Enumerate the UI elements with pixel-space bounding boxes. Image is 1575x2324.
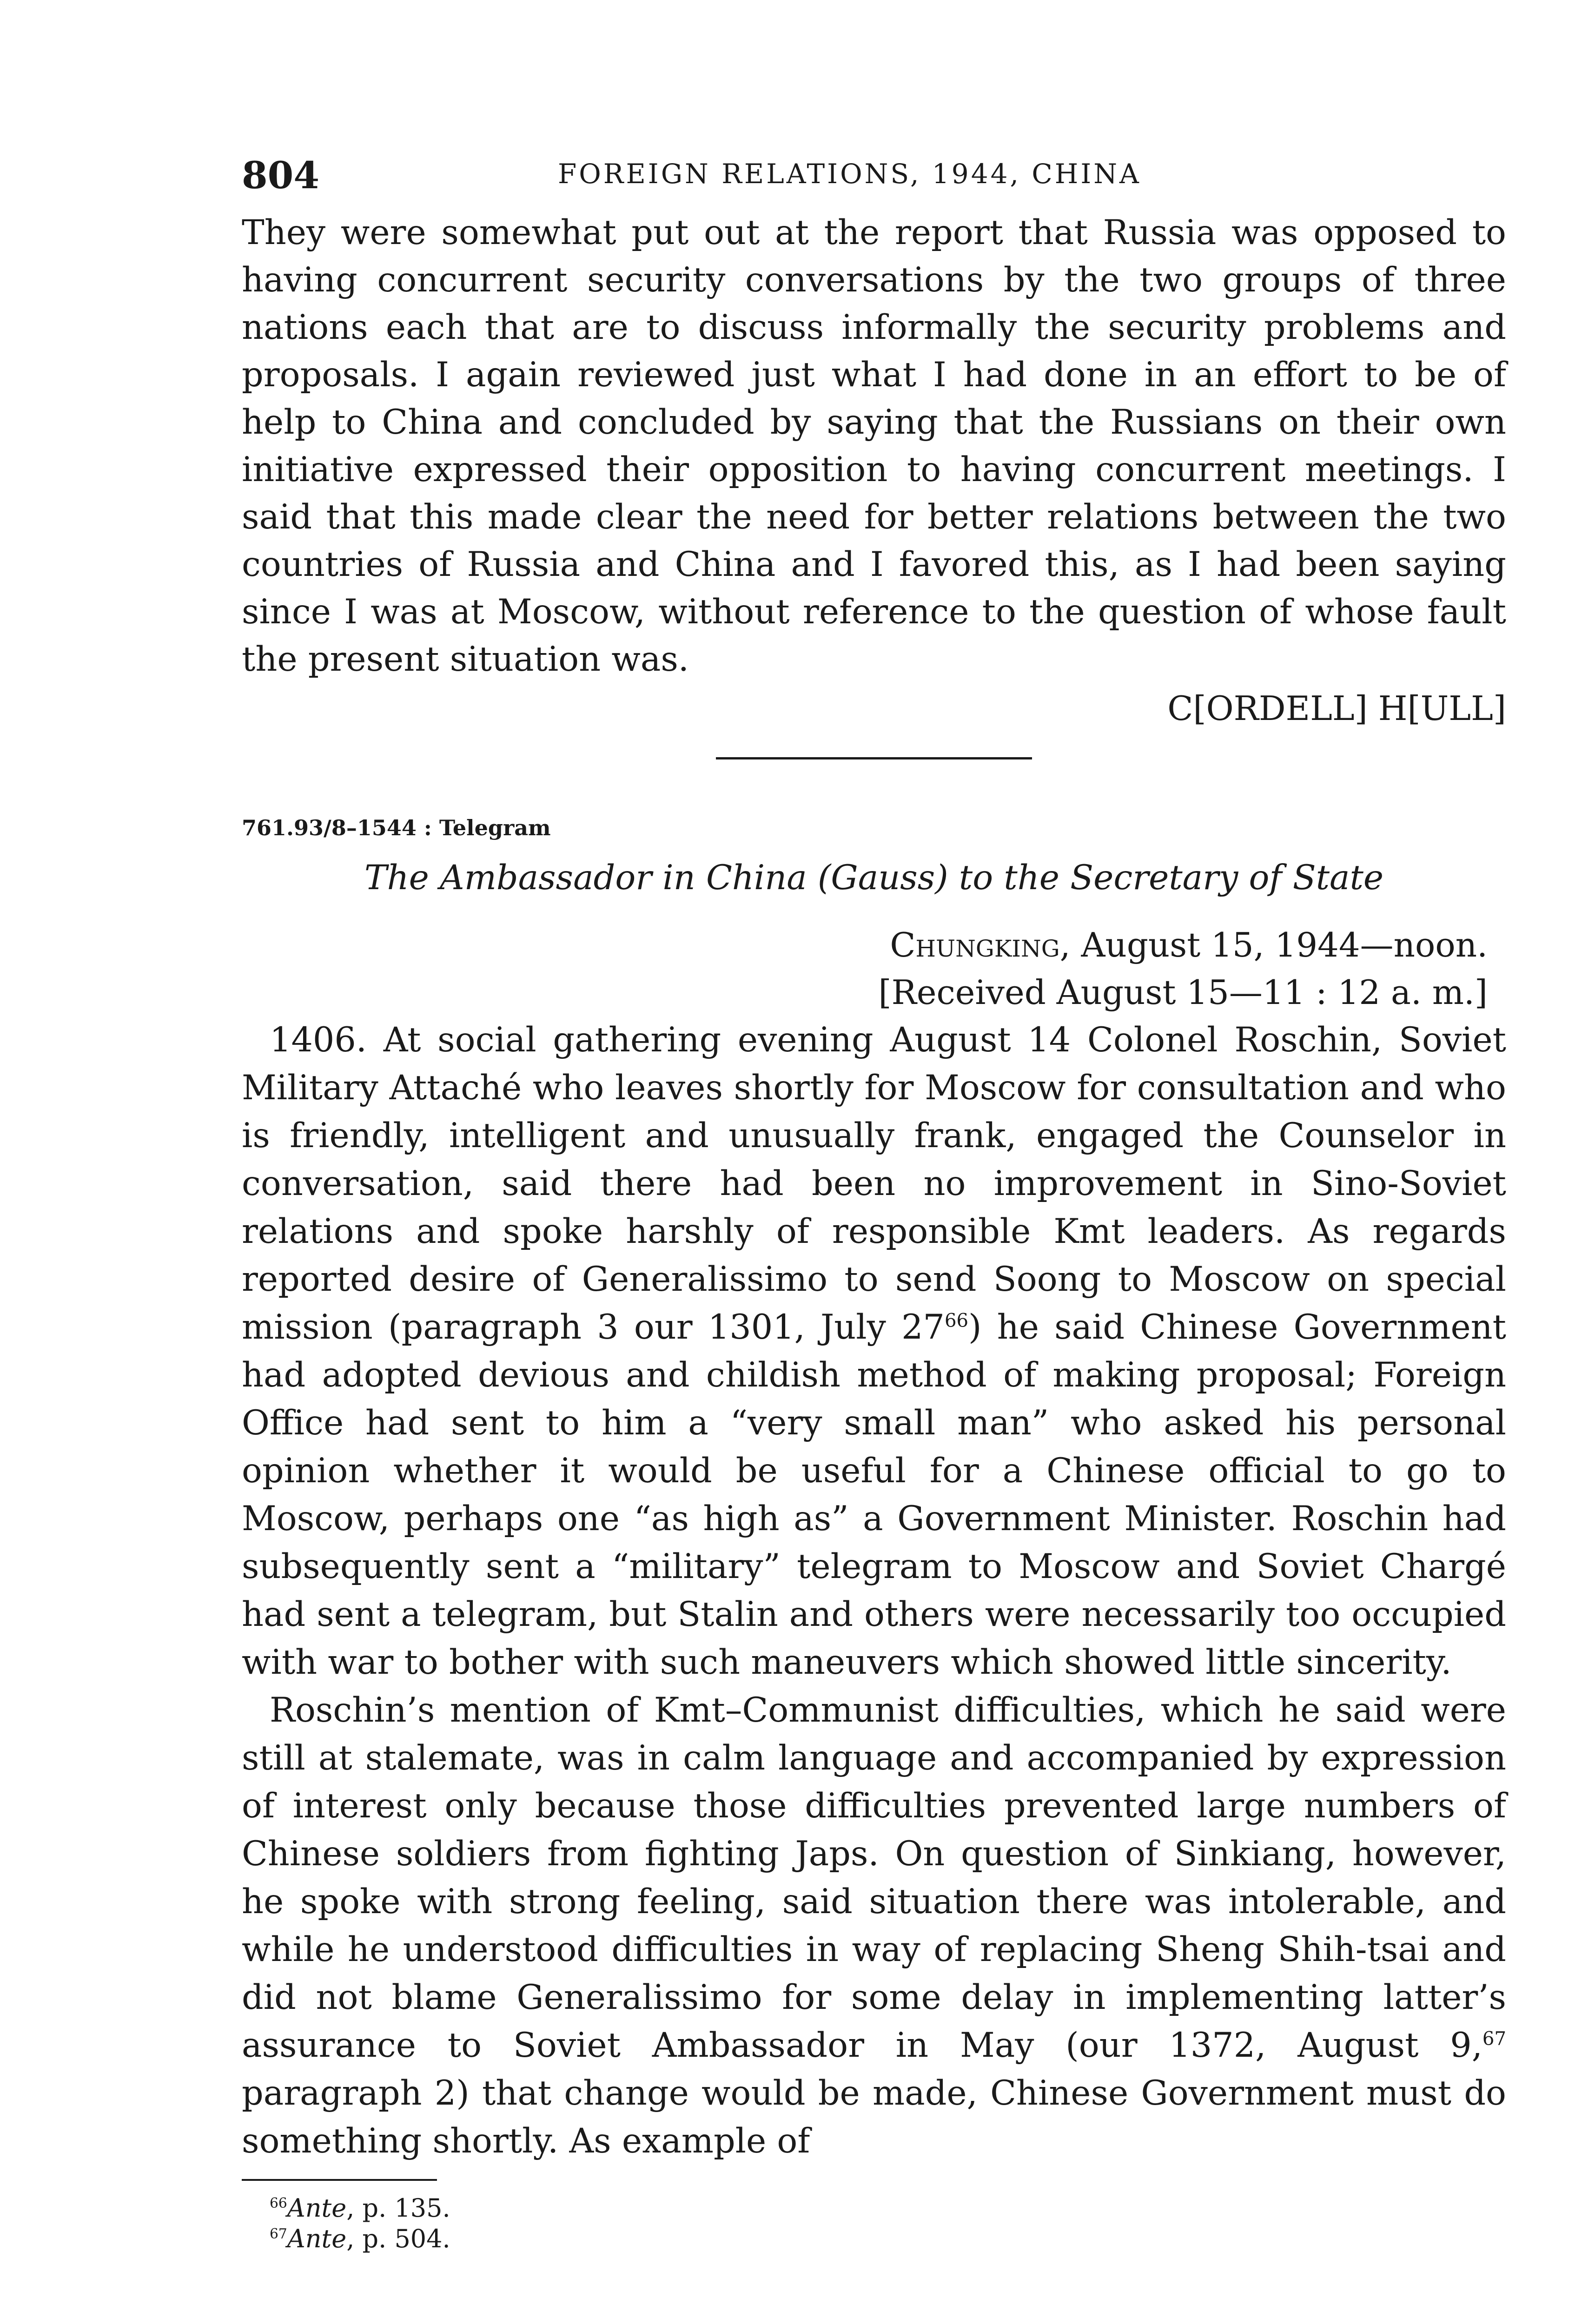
paragraph-1-text-b: ) he said Chinese Government had adopted devious and childish method of making proposal; Foreign Office had sent to him a “very small man” who asked his personal opinion whether it would be useful for a Chinese official to go to Moscow, perhaps one “as high as” a Government Minister. Roschin had subsequently sent a “military” telegram to Moscow and Soviet Chargé had sent a telegram, but Stalin and others were necessarily too occupied with war to bother with such maneuvers which showed little sincerity.	[242, 1307, 1506, 1682]
footnotes	[242, 2193, 1506, 2254]
footnote-divider	[242, 2179, 437, 2181]
footnote-ref: Ante	[287, 2193, 347, 2223]
telegram-body	[242, 1016, 1506, 2165]
section-divider	[716, 757, 1032, 759]
document-page	[242, 153, 1506, 2254]
paragraph-2-text-a: Roschin’s mention of Kmt–Communist difficulties, which he said were still at stalemate, was in calm language and accompanied by expression of interest only because those difficulties prevented large numbers of Chinese soldiers from fighting Japs. On question of Sinkiang, however, he spoke with strong feeling, said situation there was intolerable, and while he understood difficulties in way of replacing Sheng Shih-tsai and did not blame Generalissimo for some delay in implementing latter’s assurance to Soviet Ambassador in May (our 1372, August 9,	[242, 1690, 1506, 2065]
telegram-paragraph-2	[242, 1686, 1506, 2165]
signature-first-rest: ORDELL	[1206, 689, 1355, 728]
footnote-page: , p. 504.	[346, 2224, 450, 2253]
title-name: Gauss	[831, 858, 935, 898]
page-number: 804	[242, 153, 319, 197]
footnote-ref-67: 67	[1482, 2028, 1506, 2050]
dateline	[242, 921, 1506, 969]
title-part-1: The Ambassador in China (	[364, 858, 831, 898]
signature-end: ]	[1493, 689, 1506, 728]
footnote-mark: 66	[270, 2195, 287, 2212]
footnote-mark: 67	[270, 2226, 287, 2242]
signature	[242, 685, 1506, 732]
dateline-date: August 15, 1944—noon.	[1070, 925, 1488, 964]
signature-middle: ] H[	[1354, 689, 1421, 728]
page-header	[242, 153, 1506, 209]
file-reference: 761.93/8–1544 : Telegram	[242, 815, 551, 840]
paragraph-2-text-b: paragraph 2) that change would be made, Chinese Government must do something shortly. As example of	[242, 2073, 1506, 2161]
footnote-66	[270, 2193, 1506, 2224]
paragraph-1-text-a: 1406. At social gathering evening August 14 Colonel Roschin, Soviet Military Attaché who leaves shortly for Moscow for consultation and who is friendly, intelligent and unusually frank, engaged the Counselor in conversation, said there had been no improvement in Sino-Soviet relations and spoke harshly of responsible Kmt leaders. As regards reported desire of Generalissimo to send Soong to Moscow on special mission (paragraph 3 our 1301, July 27	[242, 1020, 1506, 1347]
continued-text	[242, 209, 1506, 683]
signature-last-rest: ULL	[1420, 689, 1493, 728]
footnote-ref-66: 66	[944, 1310, 969, 1332]
continued-paragraph: They were somewhat put out at the report that Russia was opposed to having concurrent security conversations by the two groups of three nations each that are to discuss informally the security problems and proposals. I again reviewed just what I had done in an effort to be of help to China and concluded by saying that the Russians on their own initiative expressed their opposition to having concurrent meetings. I said that this made clear the need for better relations between the two countries of Russia and China and I favored this, as I had been saying since I was at Moscow, without reference to the question of whose fault the present situation was.	[242, 213, 1506, 679]
signature-first-initial: C[	[1167, 689, 1206, 728]
title-part-2: ) to the Secretary of State	[935, 858, 1384, 898]
received-line: [Received August 15—11 : 12 a. m.]	[878, 973, 1488, 1012]
document-title	[242, 852, 1506, 904]
telegram-paragraph-1	[242, 1016, 1506, 1686]
footnote-ref: Ante	[287, 2224, 347, 2253]
running-head: FOREIGN RELATIONS, 1944, CHINA	[558, 158, 1141, 190]
footnote-page: , p. 135.	[346, 2193, 450, 2223]
footnote-67	[270, 2224, 1506, 2254]
dateline-place: Chungking,	[890, 925, 1071, 964]
